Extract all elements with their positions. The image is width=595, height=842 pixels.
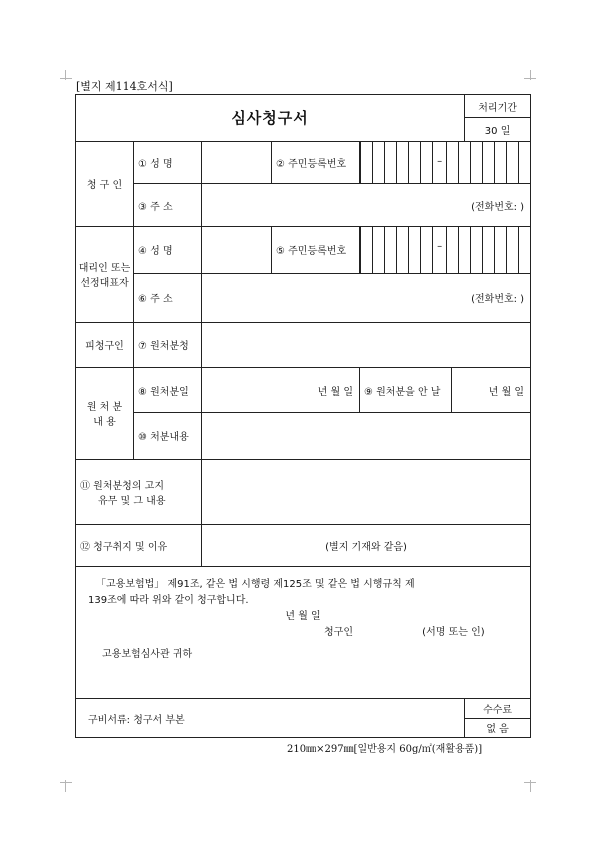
processing-period-label: 처리기간 [465, 95, 531, 118]
claimant-address-field[interactable]: (전화번호: ) [202, 184, 531, 227]
disposition-knew-label: ⑨ 원처분을 안 날 [360, 368, 452, 413]
claimant-name-label: ① 성 명 [134, 141, 202, 184]
disposition-content-field[interactable] [202, 412, 531, 459]
crop-mark [60, 782, 72, 783]
disposition-knew-field[interactable]: 년 월 일 [452, 368, 531, 413]
attachments-label: 구비서류: 청구서 부본 [76, 699, 465, 738]
fee-value: 없 음 [465, 718, 531, 737]
disposition-date-field[interactable] [202, 368, 360, 413]
paper-note: 210㎜×297㎜[일반용지 60g/㎡(재활용품)] [287, 744, 483, 755]
declaration [76, 567, 531, 699]
disposition-section [76, 368, 134, 459]
notice-label-line2: 유무 및 그 내용 [98, 495, 166, 507]
reason-field[interactable]: (별지 기재와 같음) [202, 524, 531, 567]
representative-id-label: ⑤ 주민등록번호 [272, 227, 360, 274]
representative-address-label: ⑥ 주 소 [134, 273, 202, 322]
representative-section-line2: 선정대표자 [80, 278, 129, 290]
claimant-address-label: ③ 주 소 [134, 184, 202, 227]
respondent-label: ⑦ 원처분청 [134, 322, 202, 368]
disposition-date-value: 년 월 일 [317, 386, 353, 398]
claimant-id-label: ② 주민등록번호 [272, 141, 360, 184]
representative-address-field[interactable]: (전화번호: ) [202, 273, 531, 322]
declaration-text-line1: 「고용보험법」 제91조, 같은 법 시행령 제125조 및 같은 법 시행규칙 제 [96, 579, 415, 591]
disposition-date-label: ⑧ 원처분일 [134, 368, 202, 413]
representative-id-field[interactable]: – [360, 227, 531, 274]
representative-section-line1: 대리인 또는 [78, 263, 131, 275]
notice-label-line1: ⑪ 원처분청의 고지 [80, 480, 164, 492]
representative-name-label: ④ 성 명 [134, 227, 202, 274]
review-request-form [75, 94, 531, 738]
declaration-date: 년 월 일 [285, 611, 321, 623]
disposition-content-label: ⑩ 처분내용 [134, 412, 202, 459]
disposition-section-line2: 내 용 [93, 417, 116, 429]
declaration-signer [88, 625, 518, 641]
notice-field[interactable] [202, 459, 531, 524]
representative-name-field[interactable] [202, 227, 272, 274]
processing-period-value: 30 일 [465, 118, 531, 141]
disposition-section-line1: 원 처 분 [86, 402, 123, 414]
declaration-text-line2: 139조에 따라 위와 같이 청구합니다. [88, 595, 249, 607]
claimant-id-field[interactable]: – [360, 141, 531, 184]
crop-mark [524, 782, 536, 783]
claimant-section: 청 구 인 [76, 141, 134, 226]
respondent-field[interactable] [202, 322, 531, 368]
respondent-section: 피청구인 [76, 322, 134, 368]
declaration-addressee: 고용보험심사관 귀하 [102, 649, 193, 661]
form-title: 심사청구서 [76, 95, 465, 142]
fee-label: 수수료 [465, 699, 531, 718]
claimant-name-field[interactable] [202, 141, 272, 184]
crop-mark [524, 78, 536, 79]
representative-section [76, 227, 134, 322]
crop-mark [60, 78, 72, 79]
declaration-claimant: 청구인 [324, 627, 353, 639]
declaration-sign: (서명 또는 인) [422, 627, 485, 639]
notice-label [76, 459, 202, 524]
form-label: [별지 제114호서식] [76, 80, 173, 93]
reason-label: ⑫ 청구취지 및 이유 [76, 524, 202, 567]
